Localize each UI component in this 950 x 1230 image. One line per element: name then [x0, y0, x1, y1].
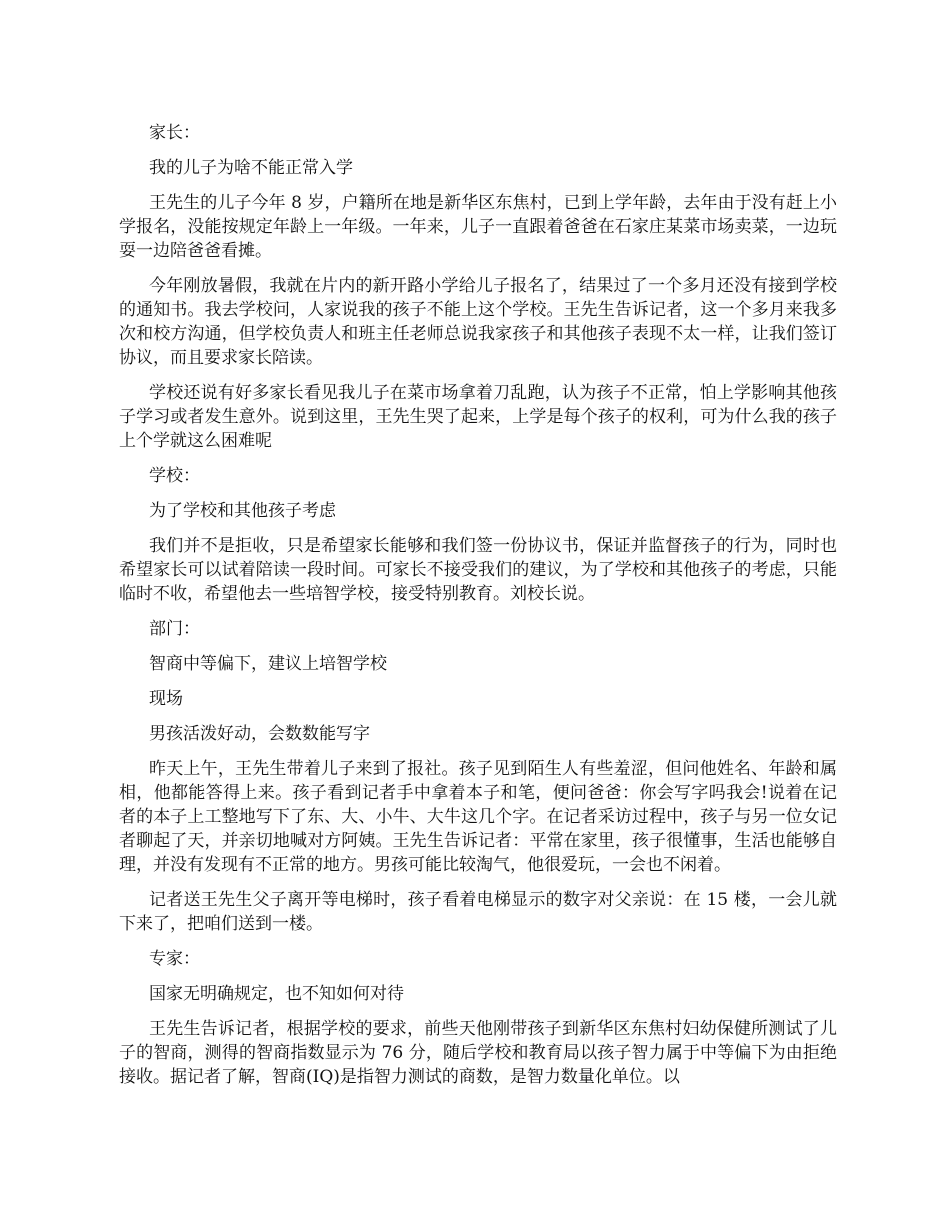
section-heading-department: 智商中等偏下，建议上培智学校 [149, 654, 387, 674]
section-label-parent: 家长： [149, 123, 200, 143]
section-heading-school: 为了学校和其他孩子考虑 [149, 501, 336, 521]
section-label-school: 学校： [149, 466, 200, 486]
section-label-department: 部门： [149, 619, 200, 639]
section-label-scene: 现场 [149, 689, 183, 709]
paragraph: 王先生告诉记者，根据学校的要求，前些天他刚带孩子到新华区东焦村妇幼保健所测试了儿子的智商，测得的智商指数显示为 76 分，随后学校和教育局以孩子智力属于中等偏下为由拒绝接收。据记者了解，智商(IQ)是指智力测试的商数，是智力数量化单位。以 [119, 1019, 837, 1087]
section-heading-scene: 男孩活泼好动，会数数能写字 [149, 724, 370, 744]
paragraph: 昨天上午，王先生带着儿子来到了报社。孩子见到陌生人有些羞涩，但问他姓名、年龄和属相，他都能答得上来。孩子看到记者手中拿着本子和笔，便问爸爸：你会写字吗我会!说着在记者的本子上工整地写下了东、大、小牛、大牛这几个字。在记者采访过程中，孩子与另一位女记者聊起了天，并亲切地喊对方阿姨。王先生告诉记者：平常在家里，孩子很懂事，生活也能够自理，并没有发现有不正常的地方。男孩可能比较淘气，他很爱玩，一会也不闲着。 [119, 759, 837, 875]
paragraph: 今年刚放暑假，我就在片内的新开路小学给儿子报名了，结果过了一个多月还没有接到学校的通知书。我去学校问，人家说我的孩子不能上这个学校。王先生告诉记者，这一个多月来我多次和校方沟通，但学校负责人和班主任老师总说我家孩子和其他孩子表现不太一样，让我们签订协议，而且要求家长陪读。 [119, 276, 837, 368]
document-body [119, 121, 837, 1100]
paragraph: 学校还说有好多家长看见我儿子在菜市场拿着刀乱跑，认为孩子不正常，怕上学影响其他孩子学习或者发生意外。说到这里，王先生哭了起来，上学是每个孩子的权利，可为什么我的孩子上个学就这么困难呢 [119, 383, 837, 451]
section-heading-parent: 我的儿子为啥不能正常入学 [149, 158, 353, 178]
paragraph: 王先生的儿子今年 8 岁，户籍所在地是新华区东焦村，已到上学年龄，去年由于没有赶上小学报名，没能按规定年龄上一年级。一年来，儿子一直跟着爸爸在石家庄某菜市场卖菜，一边玩耍一边陪爸爸看摊。 [119, 193, 837, 261]
section-heading-expert: 国家无明确规定，也不知如何对待 [149, 984, 404, 1004]
paragraph: 记者送王先生父子离开等电梯时，孩子看着电梯显示的数字对父亲说：在 15 楼，一会儿就下来了，把咱们送到一楼。 [119, 890, 837, 934]
paragraph: 我们并不是拒收，只是希望家长能够和我们签一份协议书，保证并监督孩子的行为，同时也希望家长可以试着陪读一段时间。可家长不接受我们的建议，为了学校和其他孩子的考虑，只能临时不收，希望他去一些培智学校，接受特别教育。刘校长说。 [119, 536, 837, 604]
section-label-expert: 专家： [149, 949, 200, 969]
